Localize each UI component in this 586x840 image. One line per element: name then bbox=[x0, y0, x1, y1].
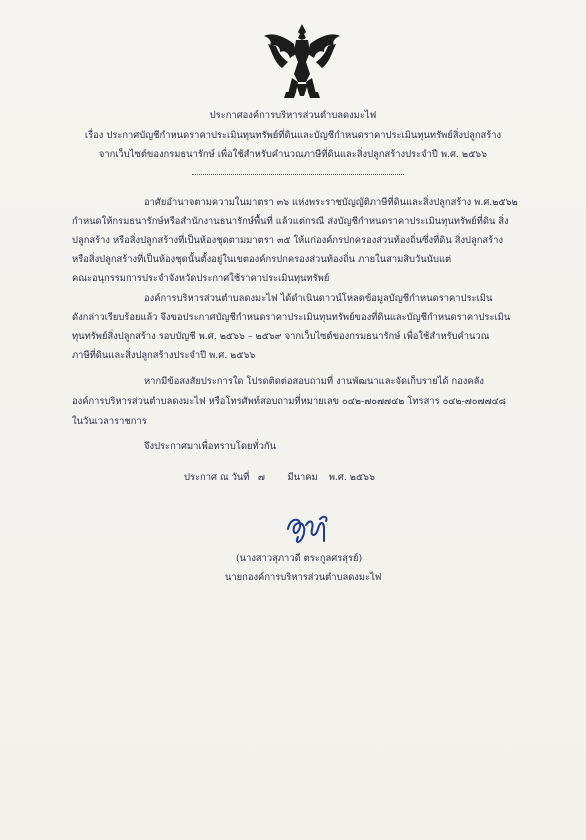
divider bbox=[192, 174, 404, 175]
paragraph-1-line: หรือสิ่งปลูกสร้างที่เป็นห้องชุดนั้นตั้งอยู่ในเขตองค์กรปกครองส่วนท้องถิ่น ภายในสามสิบวันนับแต่ bbox=[72, 254, 452, 265]
paragraph-1-line: กำหนดให้กรมธนารักษ์หรือสำนักงานธนารักษ์พื้นที่ แล้วแต่กรณี ส่งบัญชีกำหนดราคาประเมินทุนทรัพย์ที่ดิน สิ่ง bbox=[72, 216, 509, 227]
paragraph-2-line: ภาษีที่ดินและสิ่งปลูกสร้างประจำปี พ.ศ. ๒๕๖๖ bbox=[72, 350, 256, 361]
date-line bbox=[184, 471, 375, 484]
paragraph-1-line: ปลูกสร้าง หรือสิ่งปลูกสร้างที่เป็นห้องชุดตามมาตรา ๓๕ ให้แก่องค์กรปกครองส่วนท้องถิ่นซึ่งที่ดิน สิ่งปลูกสร้าง bbox=[72, 235, 504, 246]
paragraph-1-line: คณะอนุกรรมการประจำจังหวัดประกาศใช้ราคาประเมินทุนทรัพย์ bbox=[72, 273, 330, 284]
paragraph-2-line: ทุนทรัพย์สิ่งปลูกสร้าง รอบบัญชี พ.ศ. ๒๕๖๖ – ๒๕๖๙ จากเว็บไซต์ของกรมธนารักษ์ เพื่อใช้สำหรับคำนวณ bbox=[72, 331, 490, 342]
date-month: มีนาคม bbox=[287, 472, 318, 483]
signer-position: นายกองค์การบริหารส่วนตำบลดงมะไฟ bbox=[225, 572, 382, 583]
subject-line-2: จากเว็บไซต์ของกรมธนารักษ์ เพื่อใช้สำหรับคำนวณภาษีที่ดินและสิ่งปลูกสร้างประจำปี พ.ศ. ๒๕๖๖ bbox=[98, 149, 488, 160]
paragraph-3-line: หากมีข้อสงสัยประการใด โปรดติดต่อสอบถามที่ งานพัฒนาและจัดเก็บรายได้ กองคลัง bbox=[144, 376, 484, 387]
paragraph-2-line: องค์การบริหารส่วนตำบลดงมะไฟ ได้ดำเนินดาวน์โหลดข้อมูลบัญชีกำหนดราคาประเมิน bbox=[144, 293, 493, 304]
signature bbox=[280, 511, 344, 551]
closing-text: จึงประกาศมาเพื่อทราบโดยทั่วกัน bbox=[144, 441, 277, 452]
page-title: ประกาศองค์การบริหารส่วนตำบลดงมะไฟ bbox=[209, 110, 377, 121]
garuda-emblem-icon bbox=[262, 22, 342, 100]
paragraph-3-line: องค์การบริหารส่วนตำบลดงมะไฟ หรือโทรศัพท์สอบถามที่หมายเลข ๐๔๒-๗๐๗๗๔๒ โทรสาร ๐๔๒-๗๐๗๗๔๘ bbox=[72, 396, 506, 407]
date-year: พ.ศ. ๒๕๖๖ bbox=[328, 472, 375, 483]
paragraph-2-line: ดังกล่าวเรียบร้อยแล้ว จึงขอประกาศบัญชีกำหนดราคาประเมินทุนทรัพย์ของที่ดินและบัญชีกำหนดราคาประเมิน bbox=[72, 312, 511, 323]
date-day: ๗ bbox=[257, 472, 265, 483]
paragraph-1-line: อาศัยอำนาจตามความในมาตรา ๓๖ แห่งพระราชบัญญัติภาษีที่ดินและสิ่งปลูกสร้าง พ.ศ.๒๕๖๒ bbox=[144, 197, 518, 208]
signer-name: (นางสาวสุภาวดี ตระกูลศรสุรย์) bbox=[236, 553, 363, 564]
date-label: ประกาศ ณ วันที่ bbox=[184, 472, 250, 483]
paragraph-3-line: ในวันเวลาราชการ bbox=[72, 416, 147, 427]
subject-line-1: เรื่อง ประกาศบัญชีกำหนดราคาประเมินทุนทรัพย์ที่ดินและบัญชีกำหนดราคาประเมินทุนทรัพย์สิ่งปลูกสร้าง bbox=[84, 130, 502, 141]
